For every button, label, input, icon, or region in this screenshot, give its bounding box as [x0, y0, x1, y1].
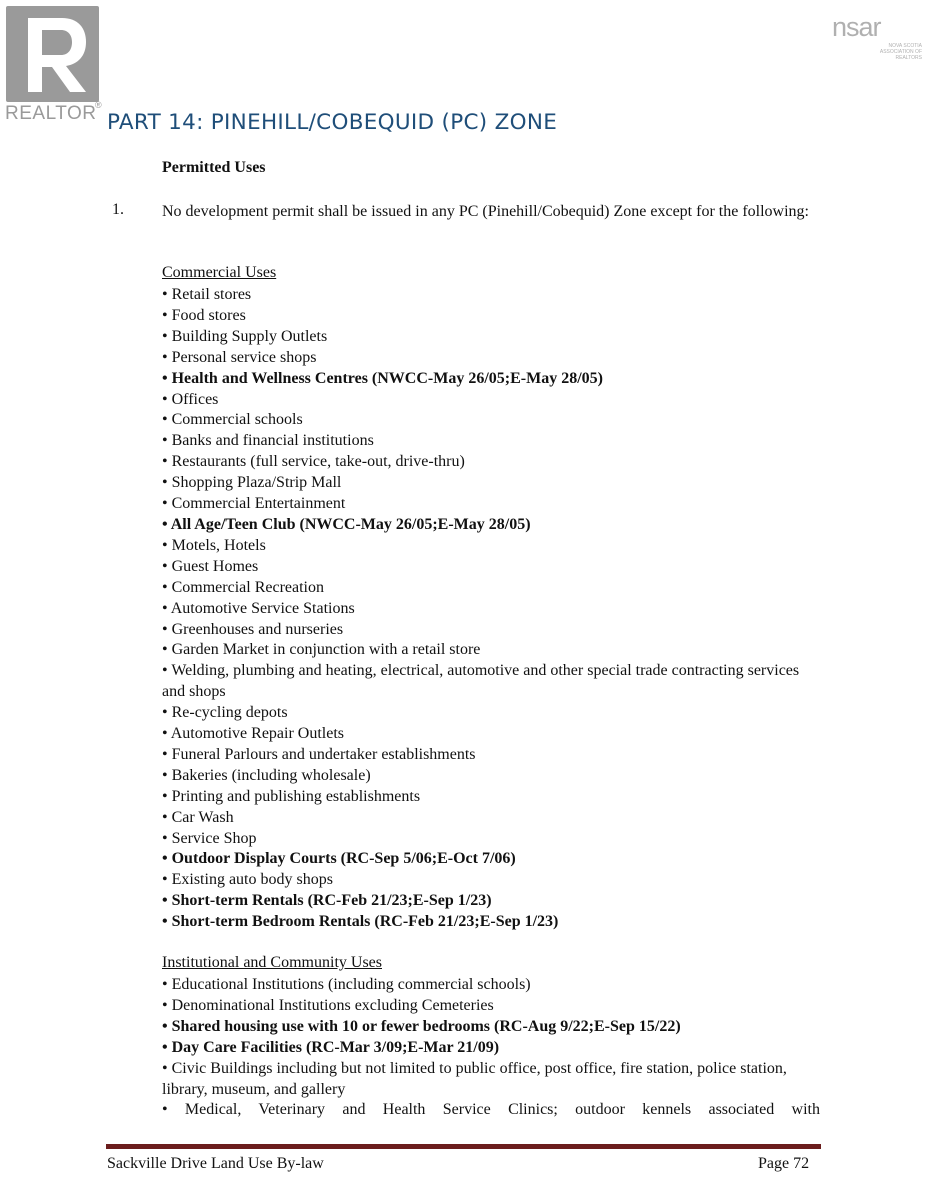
list-item: • Welding, plumbing and heating, electrical, automotive and other special trade contracting services and shops: [162, 662, 800, 701]
list-item: • Printing and publishing establishments: [162, 787, 421, 805]
section-heading: Permitted Uses: [162, 159, 266, 176]
page-number: Page 72: [758, 1155, 810, 1172]
list-item: • Building Supply Outlets: [162, 327, 328, 345]
list-item: • All Age/Teen Club (NWCC-May 26/05;E-May 28/05): [162, 515, 531, 533]
list-item: • Existing auto body shops: [162, 871, 333, 889]
registered-mark: ®: [95, 100, 102, 110]
list-item: • Short-term Rentals (RC-Feb 21/23;E-Sep 1/23): [162, 892, 492, 910]
clause-number: 1.: [112, 201, 124, 218]
list-item: • Commercial Recreation: [162, 578, 324, 596]
list-item: • Automotive Service Stations: [162, 599, 355, 617]
list-item: • Retail stores: [162, 286, 252, 303]
list-item: • Greenhouses and nurseries: [162, 620, 344, 638]
list-item: • Food stores: [162, 306, 246, 324]
realtor-logo: [6, 6, 99, 102]
institutional-uses-heading: Institutional and Community Uses: [162, 954, 382, 971]
nsar-subtitle: NOVA SCOTIA ASSOCIATION OF REALTORS: [879, 43, 922, 61]
list-item: • Motels, Hotels: [162, 536, 266, 554]
list-item: • Educational Institutions (including commercial schools): [162, 976, 531, 993]
list-item: • Guest Homes: [162, 557, 259, 575]
list-item: • Commercial Entertainment: [162, 495, 346, 513]
list-item: • Bakeries (including wholesale): [162, 766, 371, 784]
commercial-uses-list: [162, 285, 820, 933]
nsar-logo: [832, 12, 922, 61]
page-title: PART 14: PINEHILL/COBEQUID (PC) ZONE: [107, 110, 558, 135]
commercial-uses-heading: Commercial Uses: [162, 264, 277, 281]
list-item: • Outdoor Display Courts (RC-Sep 5/06;E-Oct 7/06): [162, 850, 516, 868]
list-item: • Shopping Plaza/Strip Mall: [162, 474, 342, 492]
list-item: • Banks and financial institutions: [162, 432, 374, 450]
list-item: • Medical, Veterinary and Health Service Clinics; outdoor kennels associated with: [162, 1101, 820, 1119]
footer-divider: [106, 1144, 821, 1149]
list-item: • Commercial schools: [162, 411, 303, 429]
list-item: • Day Care Facilities (RC-Mar 3/09;E-Mar 21/09): [162, 1038, 500, 1056]
list-item: • Automotive Repair Outlets: [162, 725, 345, 743]
list-item: • Car Wash: [162, 808, 234, 826]
list-item: • Restaurants (full service, take-out, drive-thru): [162, 453, 465, 471]
list-item: • Short-term Bedroom Rentals (RC-Feb 21/23;E-Sep 1/23): [162, 913, 559, 931]
realtor-r-icon: [6, 6, 99, 102]
list-item: • Offices: [162, 390, 219, 408]
list-item: • Health and Wellness Centres (NWCC-May 26/05;E-May 28/05): [162, 369, 603, 387]
realtor-wordmark: REALTOR: [5, 103, 97, 124]
footer-document-title: Sackville Drive Land Use By-law: [107, 1155, 324, 1172]
list-item: • Re-cycling depots: [162, 704, 288, 722]
institutional-uses-list: [162, 975, 820, 1121]
clause-text: No development permit shall be issued in any PC (Pinehill/Cobequid) Zone except for the following:: [162, 203, 809, 220]
list-item: • Denominational Institutions excluding Cemeteries: [162, 996, 494, 1014]
list-item: • Service Shop: [162, 829, 257, 847]
list-item: • Garden Market in conjunction with a retail store: [162, 641, 481, 659]
list-item: • Shared housing use with 10 or fewer bedrooms (RC-Aug 9/22;E-Sep 15/22): [162, 1017, 681, 1035]
list-item: • Personal service shops: [162, 348, 317, 366]
nsar-wordmark: nsar: [832, 12, 881, 42]
list-item: • Funeral Parlours and undertaker establishments: [162, 745, 476, 763]
list-item: • Civic Buildings including but not limited to public office, post office, fire station, police station, library, museum, and gallery: [162, 1059, 787, 1098]
